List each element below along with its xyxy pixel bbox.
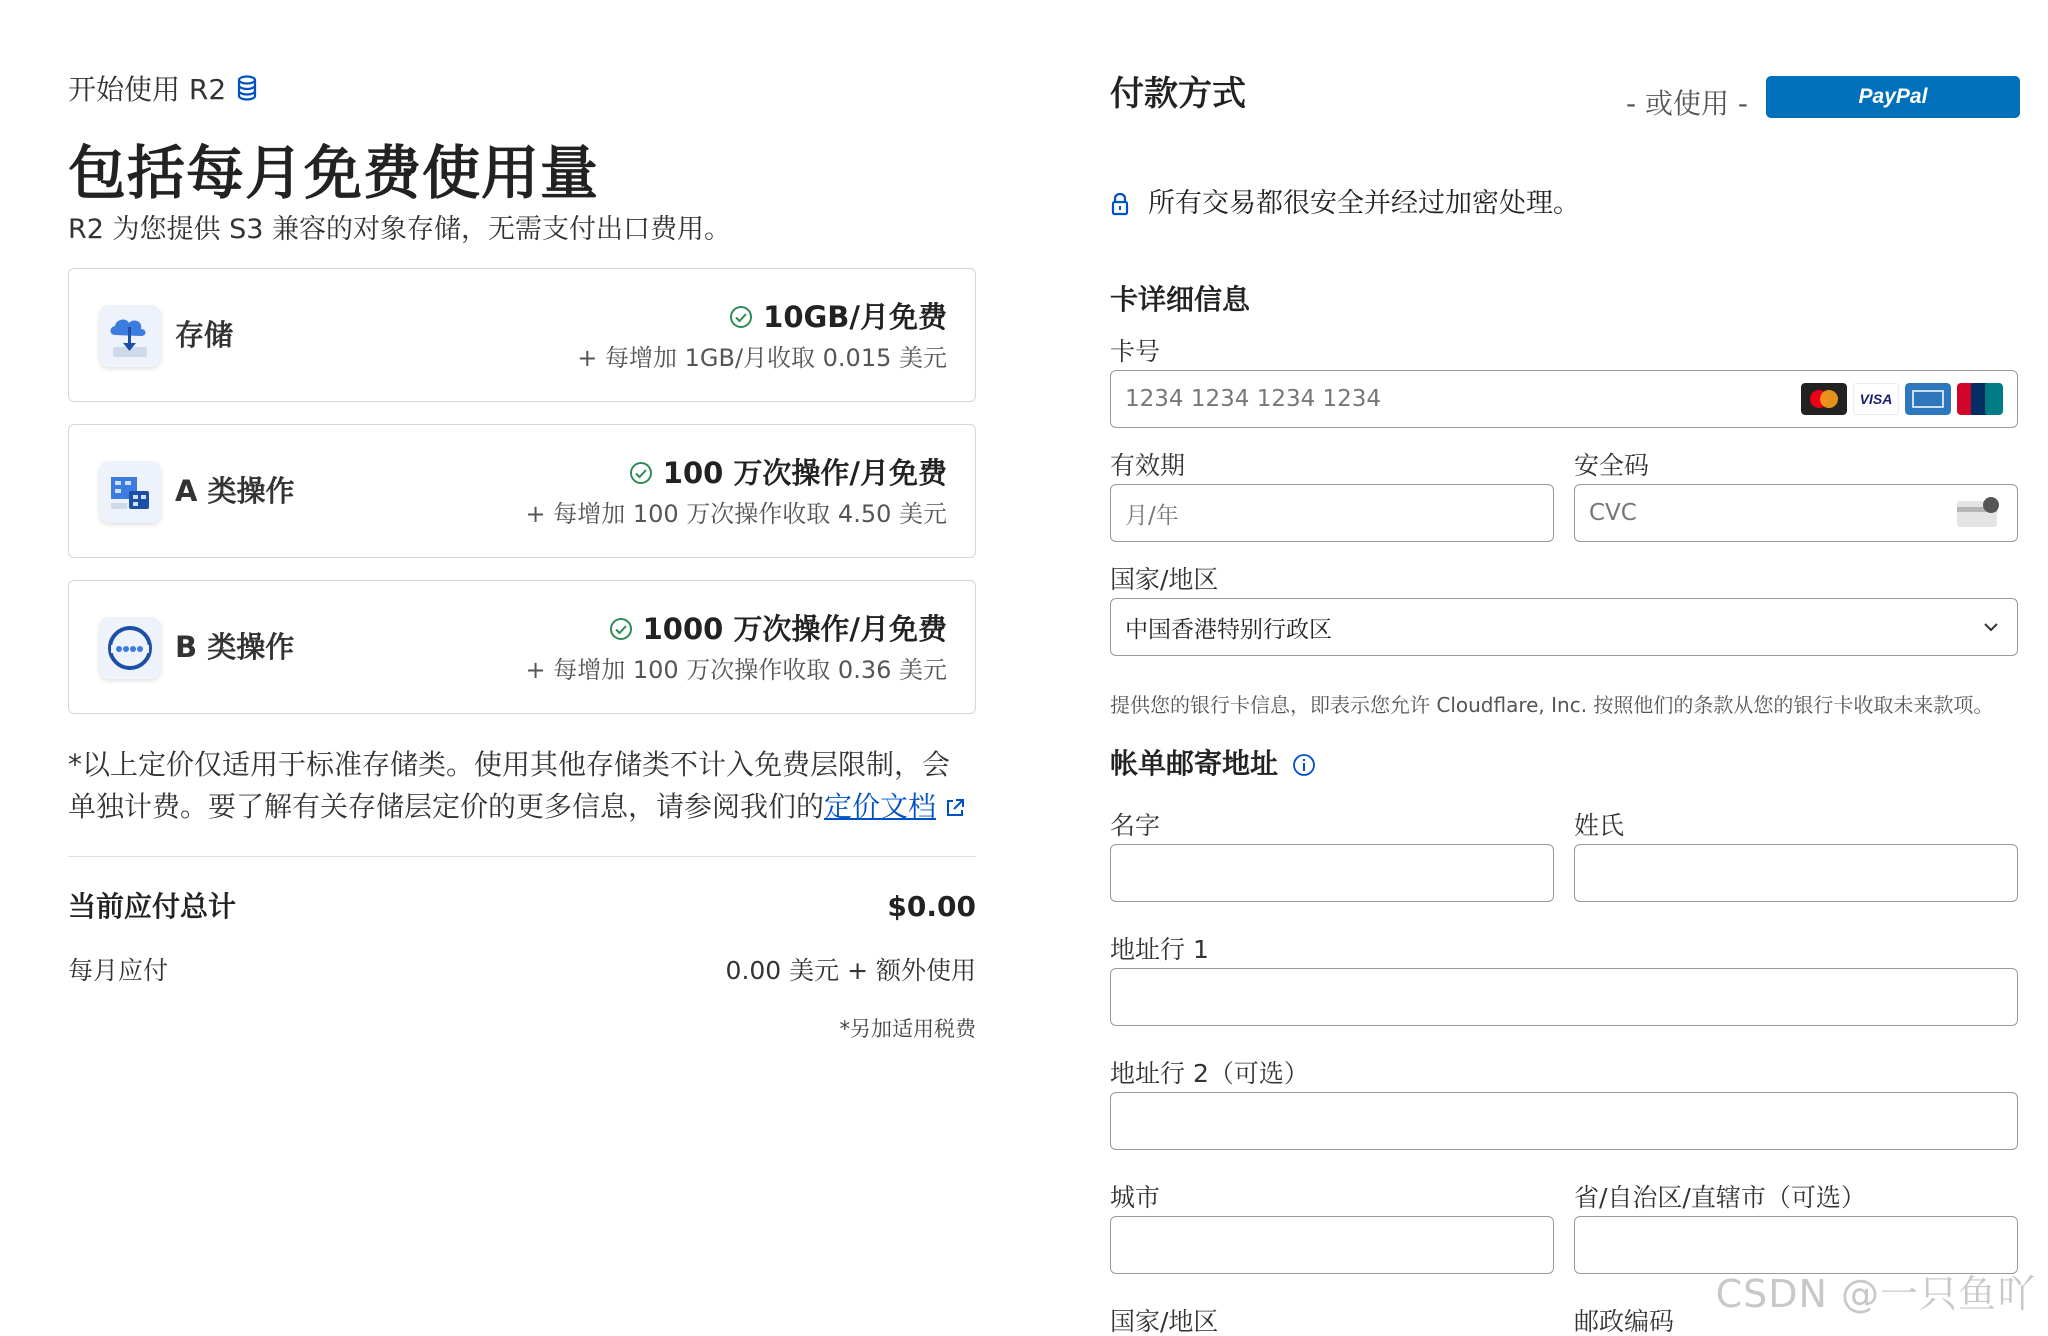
cvc-card-icon [1957,497,2001,529]
country-label: 国家/地区 [1110,565,1219,594]
address-line2-input[interactable] [1110,1092,2018,1150]
paypal-button[interactable]: PayPal [1766,76,2020,118]
class-b-free-tier: 1000 万次操作/月免费 [526,609,948,649]
amex-icon [1905,383,1951,415]
watermark: CSDN @一只鱼吖 [1715,1272,2036,1316]
card-details-title: 卡详细信息 [1110,283,1251,316]
storage-label: 存储 [175,318,234,352]
monthly-due-row [68,953,976,989]
city-input[interactable] [1110,1216,1554,1274]
lock-icon [1110,192,1130,216]
class-a-free-tier: 100 万次操作/月免费 [526,453,948,493]
class-a-label: A 类操作 [175,474,295,508]
cloud-storage-icon [99,305,161,367]
address-line1-input[interactable] [1110,968,2018,1026]
billing-address-title: 帐单邮寄地址 [1110,744,2018,784]
pricing-card-class-b [68,580,976,714]
country2-label: 国家/地区 [1110,1307,1219,1336]
breadcrumb-label: 开始使用 R2 [68,73,227,106]
payment-panel [1110,60,2018,1336]
monthly-due-value: 0.00 美元 + 额外使用 [725,956,976,985]
class-b-extra-price: + 每增加 100 万次操作收取 0.36 美元 [525,656,947,684]
last-name-label: 姓氏 [1574,811,1625,840]
check-circle-icon [629,461,653,485]
pricing-docs-link[interactable]: 定价文档 [824,790,937,823]
expiry-input[interactable]: 月/年 [1110,484,1554,542]
chevron-down-icon [1981,617,2001,637]
province-label: 省/自治区/直辖市（可选） [1574,1183,1866,1212]
pricing-note: *以上定价仅适用于标准存储类。使用其他存储类不计入免费层限制，会单独计费。要了解有关存储层定价的更多信息，请参阅我们的定价文档 [68,744,976,828]
card-number-label: 卡号 [1110,337,1161,366]
cvc-input[interactable]: CVC [1574,484,2018,542]
card-number-input[interactable]: 1234 1234 1234 1234 VISA [1110,370,2018,428]
city-label: 城市 [1110,1183,1161,1212]
breadcrumb [68,60,976,116]
first-name-input[interactable] [1110,844,1554,902]
mastercard-icon [1801,383,1847,415]
card-authorization-text: 提供您的银行卡信息，即表示您允许 Cloudflare, Inc. 按照他们的条款从您的银行卡收取未来款项。 [1110,693,1994,717]
storage-extra-price: + 每增加 1GB/月收取 0.015 美元 [577,344,947,372]
storage-free-tier: 10GB/月免费 [577,297,947,337]
total-due-value: $0.00 [887,890,976,923]
total-due-row [68,887,976,927]
tax-note: *另加适用税费 [839,1017,976,1041]
country-select[interactable]: 中国香港特别行政区 [1110,598,2018,656]
visa-icon [1853,383,1899,415]
payment-method-title: 付款方式 [1110,73,1246,114]
check-circle-icon [729,305,753,329]
page-title: 包括每月免费使用量 [68,139,600,207]
svg-text:VISA: VISA [1859,391,1893,407]
first-name-label: 名字 [1110,811,1161,840]
info-icon[interactable] [1292,753,1316,777]
database-icon [236,75,258,101]
or-use-label: - 或使用 - [1626,87,1749,120]
postal-code-label: 邮政编码 [1574,1307,1675,1336]
external-link-icon[interactable] [944,797,966,819]
total-due-label: 当前应付总计 [68,890,237,923]
class-b-label: B 类操作 [175,630,295,664]
unionpay-icon [1957,383,2003,415]
secure-notice: 所有交易都很安全并经过加密处理。 [1110,184,2018,224]
address-line2-label: 地址行 2（可选） [1110,1059,1309,1088]
class-a-operations-icon [99,461,161,523]
address-line1-label: 地址行 1 [1110,935,1209,964]
check-circle-icon [609,617,633,641]
pricing-card-storage [68,268,976,402]
page-subtitle: R2 为您提供 S3 兼容的对象存储，无需支付出口费用。 [68,214,732,245]
last-name-input[interactable] [1574,844,2018,902]
cvc-label: 安全码 [1574,451,1650,480]
class-b-operations-icon [99,617,161,679]
class-a-extra-price: + 每增加 100 万次操作收取 4.50 美元 [525,500,947,528]
expiry-label: 有效期 [1110,451,1186,480]
divider [68,856,976,857]
pricing-card-class-a [68,424,976,558]
pricing-panel [68,60,976,1043]
monthly-due-label: 每月应付 [68,956,169,985]
